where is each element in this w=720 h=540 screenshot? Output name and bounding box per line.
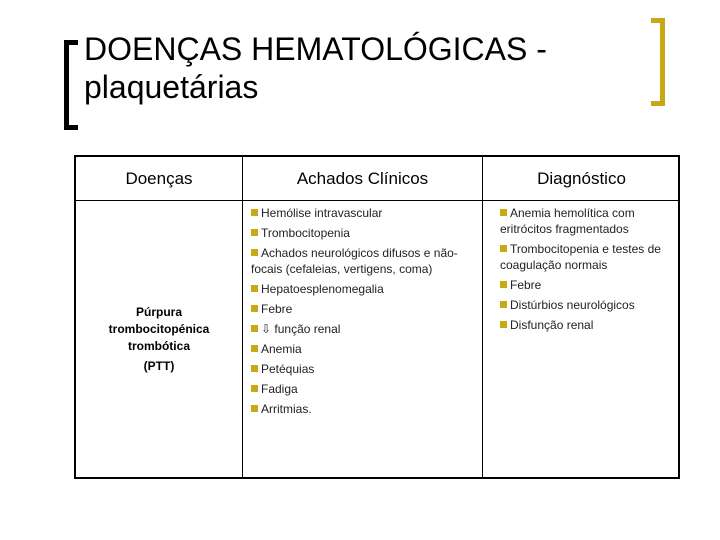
square-bullet-icon xyxy=(251,385,258,392)
list-item xyxy=(500,241,676,273)
list-item-text: Distúrbios neurológicos xyxy=(510,298,635,312)
square-bullet-icon xyxy=(251,305,258,312)
disease-name-line: Púrpura xyxy=(135,304,182,319)
title-bracket-right xyxy=(651,18,665,106)
disease-name-line: trombótica xyxy=(127,338,190,353)
list-item xyxy=(500,297,676,313)
square-bullet-icon xyxy=(500,301,507,308)
square-bullet-icon xyxy=(500,321,507,328)
square-bullet-icon xyxy=(251,249,258,256)
list-item-text: ⇩ função renal xyxy=(261,322,341,336)
clinical-findings-list xyxy=(251,205,473,421)
list-item-text: Fadiga xyxy=(261,382,298,396)
square-bullet-icon xyxy=(251,345,258,352)
square-bullet-icon xyxy=(251,285,258,292)
square-bullet-icon xyxy=(500,281,507,288)
list-item xyxy=(251,341,473,357)
list-item-text: Anemia xyxy=(261,342,302,356)
list-item-text: Disfunção renal xyxy=(510,318,594,332)
header-achados-clinicos: Achados Clínicos xyxy=(296,168,429,188)
list-item-text: Febre xyxy=(261,302,293,316)
list-item-text: Arritmias. xyxy=(261,402,312,416)
list-item xyxy=(251,245,473,277)
slide-title-line2: plaquetárias xyxy=(84,69,259,105)
square-bullet-icon xyxy=(251,325,258,332)
slide-title xyxy=(84,30,644,106)
square-bullet-icon xyxy=(251,405,258,412)
list-item xyxy=(251,205,473,221)
column-divider xyxy=(242,157,243,477)
list-item xyxy=(251,301,473,317)
list-item-text: Trombocitopenia xyxy=(261,226,350,240)
list-item xyxy=(500,277,676,293)
list-item-text: Anemia hemolítica com eritrócitos fragmentados xyxy=(500,206,635,236)
list-item xyxy=(500,205,676,237)
list-item-text: Achados neurológicos difusos e não-focais (cefaleias, vertigens, coma) xyxy=(251,246,458,276)
diagnosis-list xyxy=(500,205,676,337)
list-item xyxy=(500,317,676,333)
list-item-text: Trombocitopenia e testes de coagulação normais xyxy=(500,242,661,272)
list-item xyxy=(251,321,473,337)
list-item xyxy=(251,381,473,397)
square-bullet-icon xyxy=(251,365,258,372)
header-doencas: Doenças xyxy=(125,168,193,188)
findings-table xyxy=(74,155,680,479)
list-item-text: Febre xyxy=(510,278,542,292)
list-item-text: Hepatoesplenomegalia xyxy=(261,282,384,296)
list-item-text: Hemólise intravascular xyxy=(261,206,383,220)
square-bullet-icon xyxy=(251,209,258,216)
list-item-text: Petéquias xyxy=(261,362,315,376)
column-divider xyxy=(482,157,483,477)
disease-name-line: trombocitopénica xyxy=(108,321,210,336)
disease-cell xyxy=(76,201,242,477)
square-bullet-icon xyxy=(500,209,507,216)
title-bracket-left xyxy=(64,40,78,130)
square-bullet-icon xyxy=(500,245,507,252)
disease-abbreviation: (PTT) xyxy=(143,358,175,373)
list-item xyxy=(251,401,473,417)
list-item xyxy=(251,225,473,241)
square-bullet-icon xyxy=(251,229,258,236)
list-item xyxy=(251,281,473,297)
header-diagnostico: Diagnóstico xyxy=(537,168,626,188)
slide-title-line1: DOENÇAS HEMATOLÓGICAS - xyxy=(84,31,547,67)
list-item xyxy=(251,361,473,377)
